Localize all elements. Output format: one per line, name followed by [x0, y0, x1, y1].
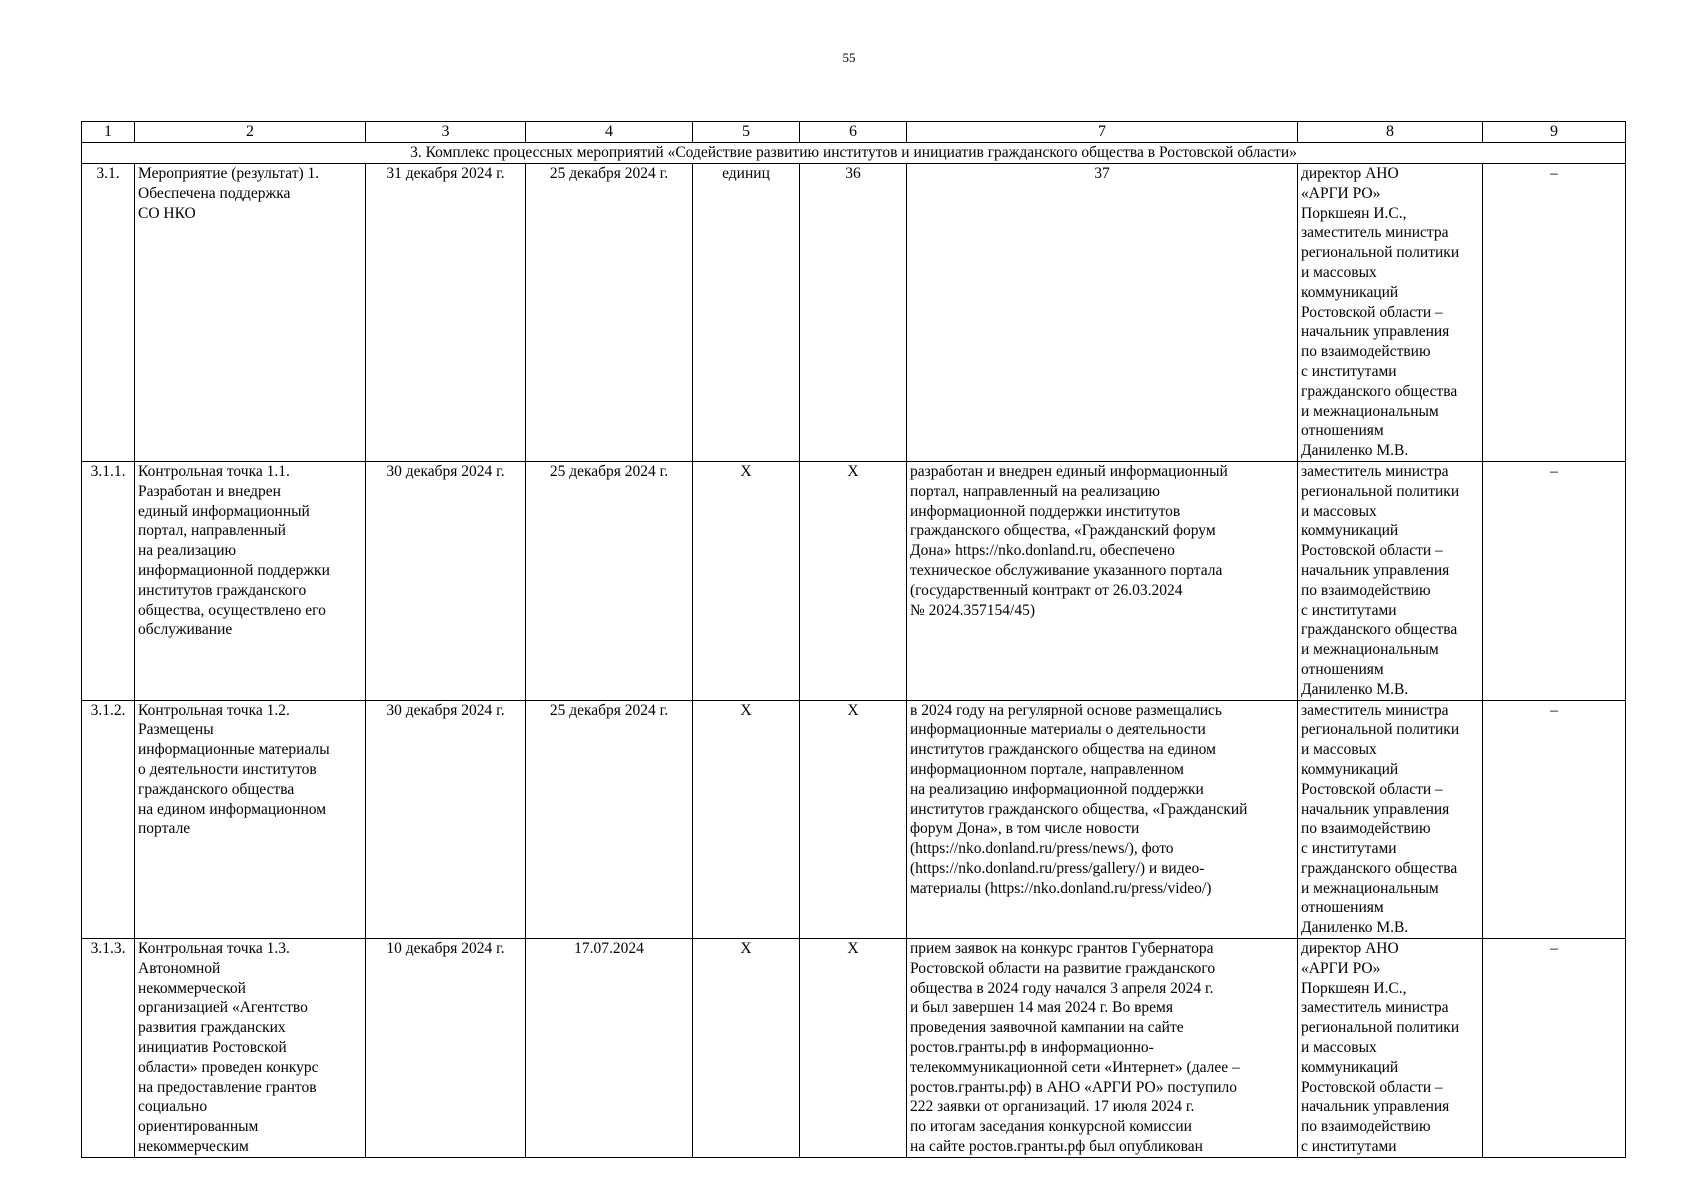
column-number: 7: [907, 122, 1298, 143]
fact-date: 25 декабря 2024 г.: [526, 461, 693, 700]
text-line: по взаимодействию: [1301, 1118, 1431, 1136]
text-line: на предоставление грантов: [138, 1078, 317, 1096]
text-line: проведения заявочной кампании на сайте: [910, 1019, 1184, 1037]
text-line: региональной политики: [1301, 1019, 1460, 1037]
text-line: и массовых: [1301, 741, 1377, 759]
row-number: 3.1.: [82, 164, 135, 462]
text-line: региональной политики: [1301, 482, 1460, 500]
text-line: (https://nko.donland.ru/press/gallery/) и видео-: [910, 859, 1205, 877]
text-line: гражданского общества: [1301, 621, 1458, 639]
text-line: по взаимодействию: [1301, 820, 1431, 838]
column-number: 6: [800, 122, 907, 143]
plan-value: X: [800, 939, 907, 1158]
text-line: на едином информационном: [138, 800, 327, 818]
column-number: 4: [526, 122, 693, 143]
text-line: материалы (https://nko.donland.ru/press/video/): [910, 879, 1212, 897]
text-line: Контрольная точка 1.3.: [138, 940, 290, 958]
text-line: ростов.гранты.рф в информационно-: [910, 1039, 1154, 1057]
responsible: [1298, 939, 1483, 1158]
text-line: информационной поддержки институтов: [910, 502, 1181, 520]
note: –: [1483, 700, 1626, 939]
text-line: Ростовской области –: [1301, 542, 1443, 560]
column-number: 5: [693, 122, 800, 143]
text-line: заместитель министра: [1301, 999, 1449, 1017]
text-line: «АРГИ РО»: [1301, 959, 1381, 977]
text-line: и был завершен 14 мая 2024 г. Во время: [910, 999, 1173, 1017]
plan-value: X: [800, 461, 907, 700]
table-row: [82, 164, 1626, 462]
text-line: Даниленко М.В.: [1301, 680, 1409, 698]
fact-date: 25 декабря 2024 г.: [526, 164, 693, 462]
column-number: 8: [1298, 122, 1483, 143]
text-line: Ростовской области –: [1301, 303, 1443, 321]
text-line: с институтами: [1301, 1138, 1397, 1156]
row-name: [135, 461, 366, 700]
text-line: ориентированным: [138, 1118, 259, 1136]
text-line: коммуникаций: [1301, 283, 1399, 301]
text-line: гражданского общества: [1301, 382, 1458, 400]
text-line: и межнациональным: [1301, 879, 1439, 897]
result-text: [907, 939, 1298, 1158]
text-line: портале: [138, 820, 191, 838]
text-line: портал, направленный: [138, 522, 286, 540]
text-line: «АРГИ РО»: [1301, 184, 1381, 202]
text-line: коммуникаций: [1301, 1058, 1399, 1076]
row-name: [135, 164, 366, 462]
text-line: региональной политики: [1301, 721, 1460, 739]
text-line: техническое обслуживание указанного портала: [910, 561, 1223, 579]
text-line: по итогам заседания конкурсной комиссии: [910, 1118, 1192, 1136]
plan-value: 36: [800, 164, 907, 462]
row-number: 3.1.1.: [82, 461, 135, 700]
text-line: гражданского общества: [1301, 859, 1458, 877]
text-line: Ростовской области –: [1301, 780, 1443, 798]
unit: X: [693, 939, 800, 1158]
text-line: отношениям: [1301, 422, 1384, 440]
row-name: [135, 939, 366, 1158]
plan-date: 10 декабря 2024 г.: [366, 939, 526, 1158]
text-line: начальник управления: [1301, 1098, 1450, 1116]
text-line: и массовых: [1301, 263, 1377, 281]
text-line: с институтами: [1301, 601, 1397, 619]
text-line: некоммерческим: [138, 1138, 249, 1156]
plan-date: 30 декабря 2024 г.: [366, 700, 526, 939]
fact-date: 17.07.2024: [526, 939, 693, 1158]
plan-date: 30 декабря 2024 г.: [366, 461, 526, 700]
text-line: региональной политики: [1301, 244, 1460, 262]
text-line: институтов гражданского общества на едином: [910, 741, 1216, 759]
row-number: 3.1.3.: [82, 939, 135, 1158]
text-line: институтов гражданского: [138, 581, 307, 599]
text-line: и массовых: [1301, 1039, 1377, 1057]
column-number-row: [82, 122, 1626, 143]
text-line: 222 заявки от организаций. 17 июля 2024 г.: [910, 1098, 1195, 1116]
text-line: заместитель министра: [1301, 462, 1449, 480]
text-line: Даниленко М.В.: [1301, 442, 1409, 460]
text-line: начальник управления: [1301, 561, 1450, 579]
text-line: Обеспечена поддержка: [138, 184, 291, 202]
text-line: с институтами: [1301, 840, 1397, 858]
text-line: телекоммуникационной сети «Интернет» (далее –: [910, 1058, 1240, 1076]
text-line: начальник управления: [1301, 323, 1450, 341]
responsible: [1298, 164, 1483, 462]
column-number: 1: [82, 122, 135, 143]
text-line: и межнациональным: [1301, 402, 1439, 420]
text-line: Даниленко М.В.: [1301, 919, 1409, 937]
plan-date: 31 декабря 2024 г.: [366, 164, 526, 462]
text-line: информационном портале, направленном: [910, 760, 1184, 778]
text-line: информационные материалы о деятельности: [910, 721, 1206, 739]
text-line: общества в 2024 году начался 3 апреля 2024 г.: [910, 979, 1214, 997]
unit: единиц: [693, 164, 800, 462]
text-line: организацией «Агентство: [138, 999, 308, 1017]
responsible: [1298, 461, 1483, 700]
text-line: на реализацию: [138, 542, 237, 560]
text-line: разработан и внедрен единый информационный: [910, 462, 1228, 480]
column-number: 2: [135, 122, 366, 143]
section-title: 3. Комплекс процессных мероприятий «Содействие развитию институтов и инициатив гражданского общества в Ростовской области»: [82, 143, 1626, 164]
table-row: [82, 939, 1626, 1158]
text-line: СО НКО: [138, 204, 196, 222]
text-line: Поркшеян И.С.,: [1301, 204, 1407, 222]
text-line: (https://nko.donland.ru/press/news/), фото: [910, 840, 1174, 858]
text-line: институтов гражданского общества, «Гражданский: [910, 800, 1248, 818]
text-line: отношениям: [1301, 660, 1384, 678]
text-line: директор АНО: [1301, 165, 1399, 182]
text-line: прием заявок на конкурс грантов Губернатора: [910, 940, 1214, 958]
column-number: 3: [366, 122, 526, 143]
result-text: [907, 164, 1298, 462]
text-line: коммуникаций: [1301, 760, 1399, 778]
report-table: [81, 121, 1626, 1158]
text-line: № 2024.357154/45): [910, 601, 1036, 619]
text-line: с институтами: [1301, 362, 1397, 380]
text-line: и массовых: [1301, 502, 1377, 520]
text-line: по взаимодействию: [1301, 581, 1431, 599]
text-line: Поркшеян И.С.,: [1301, 979, 1407, 997]
text-line: отношениям: [1301, 899, 1384, 917]
result-text: [907, 461, 1298, 700]
result-text: [907, 700, 1298, 939]
text-line: информационной поддержки: [138, 561, 330, 579]
text-line: заместитель министра: [1301, 701, 1449, 719]
text-line: ростов.гранты.рф) в АНО «АРГИ РО» поступило: [910, 1078, 1238, 1096]
text-line: в 2024 году на регулярной основе размещались: [910, 701, 1222, 719]
row-name: [135, 700, 366, 939]
text-line: области» проведен конкурс: [138, 1058, 319, 1076]
plan-value: X: [800, 700, 907, 939]
table-row: [82, 700, 1626, 939]
text-line: на сайте ростов.гранты.рф был опубликован: [910, 1138, 1203, 1156]
text-line: директор АНО: [1301, 940, 1399, 958]
text-line: развития гражданских: [138, 1019, 286, 1037]
text-line: (государственный контракт от 26.03.2024: [910, 581, 1183, 599]
text-line: гражданского общества: [138, 780, 295, 798]
column-number: 9: [1483, 122, 1626, 143]
text-line: социально: [138, 1098, 208, 1116]
text-line: о деятельности институтов: [138, 760, 317, 778]
note: –: [1483, 939, 1626, 1158]
text-line: Контрольная точка 1.2.: [138, 701, 290, 719]
unit: X: [693, 700, 800, 939]
text-line: на реализацию информационной поддержки: [910, 780, 1204, 798]
row-number: 3.1.2.: [82, 700, 135, 939]
text-line: единый информационный: [138, 502, 310, 520]
text-line: Контрольная точка 1.1.: [138, 462, 290, 480]
text-line: форум Дона», в том числе новости: [910, 820, 1140, 838]
text-line: Ростовской области –: [1301, 1078, 1443, 1096]
note: –: [1483, 164, 1626, 462]
section-title-row: [82, 143, 1626, 164]
text-line: по взаимодействию: [1301, 343, 1431, 361]
page-number: 55: [842, 50, 856, 65]
text-line: коммуникаций: [1301, 522, 1399, 540]
text-line: гражданского общества, «Гражданский форум: [910, 522, 1216, 540]
text-line: Ростовской области на развитие гражданского: [910, 959, 1216, 977]
note: –: [1483, 461, 1626, 700]
text-line: инициатив Ростовской: [138, 1039, 287, 1057]
text-line: общества, осуществлено его: [138, 601, 326, 619]
unit: X: [693, 461, 800, 700]
text-line: заместитель министра: [1301, 224, 1449, 242]
table-row: [82, 461, 1626, 700]
text-line: Разработан и внедрен: [138, 482, 281, 500]
text-line: портал, направленный на реализацию: [910, 482, 1160, 500]
fact-date: 25 декабря 2024 г.: [526, 700, 693, 939]
text-line: Мероприятие (результат) 1.: [138, 165, 320, 182]
text-line: и межнациональным: [1301, 641, 1439, 659]
text-line: обслуживание: [138, 621, 233, 639]
text-line: Дона» https://nko.donland.ru, обеспечено: [910, 542, 1175, 560]
text-line: Размещены: [138, 721, 214, 739]
text-line: информационные материалы: [138, 741, 330, 759]
text-line: 37: [1094, 165, 1110, 182]
text-line: некоммерческой: [138, 979, 246, 997]
text-line: начальник управления: [1301, 800, 1450, 818]
text-line: Автономной: [138, 959, 221, 977]
responsible: [1298, 700, 1483, 939]
